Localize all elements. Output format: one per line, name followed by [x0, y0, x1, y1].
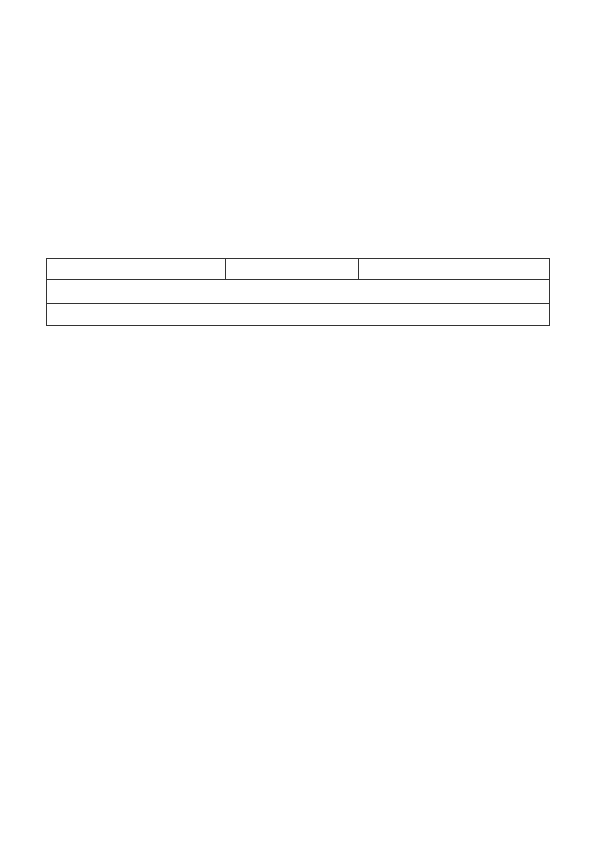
- header-place: [226, 259, 359, 280]
- day-1-row: [47, 280, 550, 304]
- agenda-table: [46, 258, 550, 326]
- day-2-label: [47, 304, 550, 326]
- day-1-label: [47, 280, 550, 304]
- table-header-row: [47, 259, 550, 280]
- day-2-row: [47, 304, 550, 326]
- header-content: [359, 259, 550, 280]
- header-time: [47, 259, 226, 280]
